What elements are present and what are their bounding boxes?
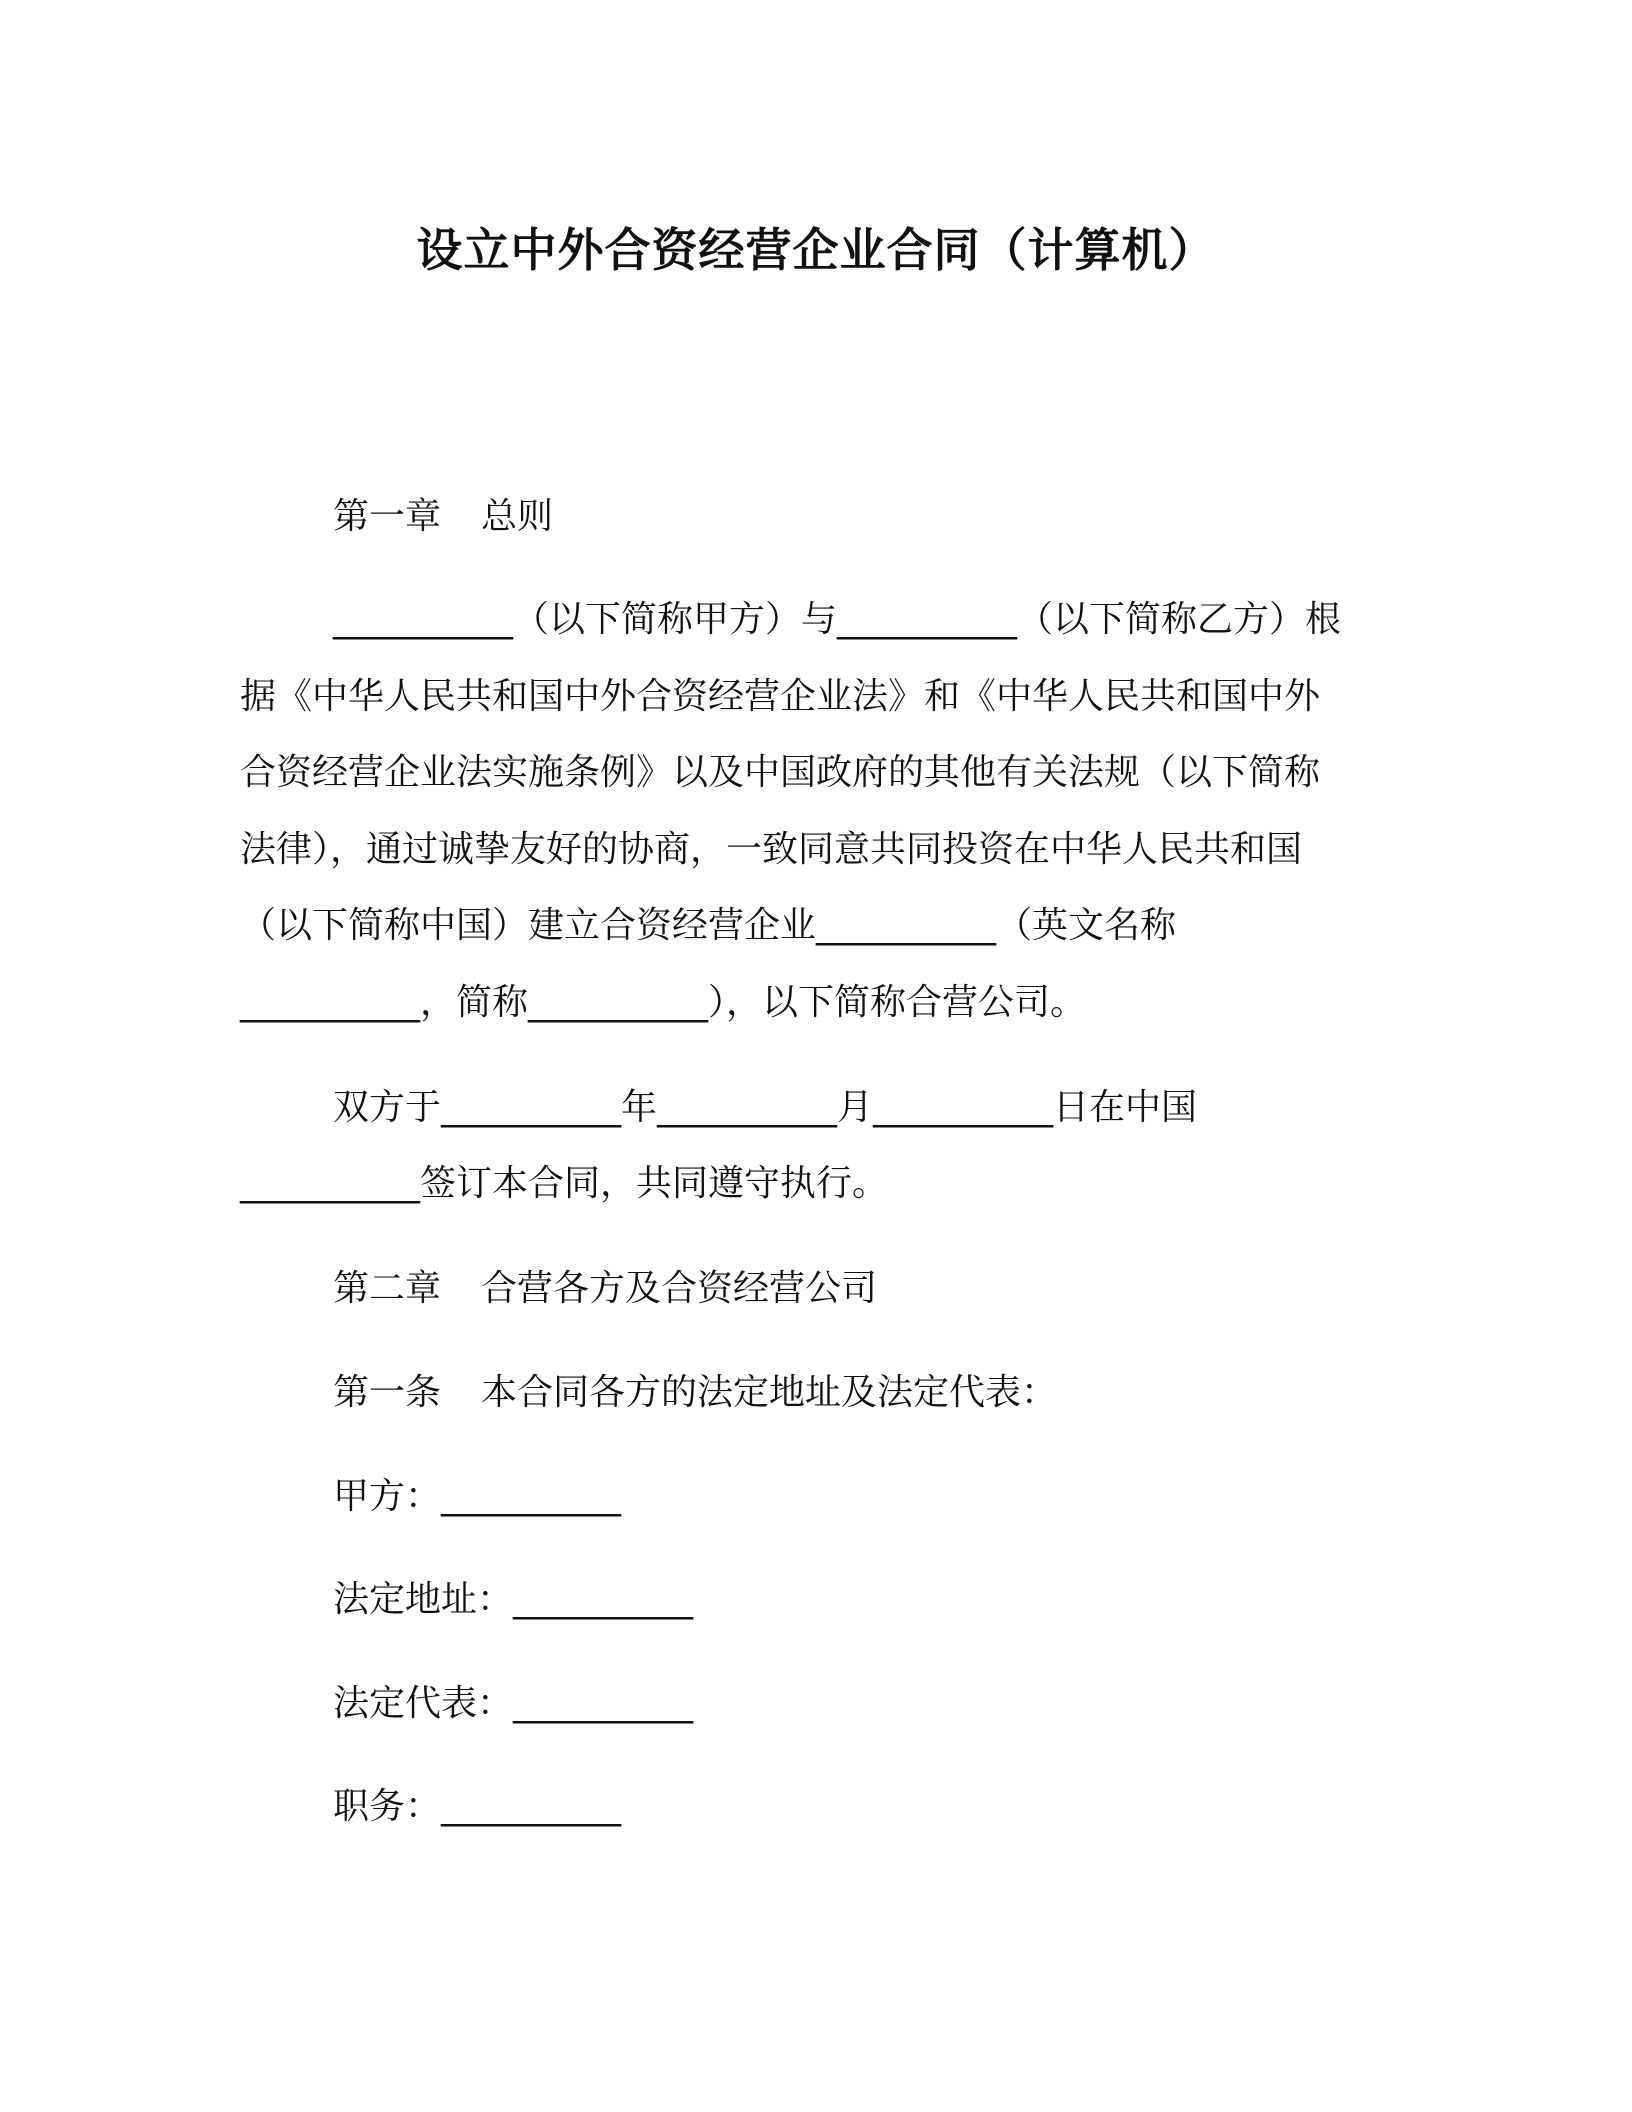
paragraph-line: （以下简称中国）建立合资经营企业__________（英文名称	[240, 905, 1177, 946]
paragraph-line: 据《中华人民共和国中外合资经营企业法》和《中华人民共和国中外	[240, 676, 1321, 717]
position-field: 职务：__________	[333, 1786, 622, 1827]
chapter-2-heading	[333, 1265, 877, 1313]
legal-address-field: 法定地址：__________	[333, 1579, 694, 1620]
chapter-1-title: 总则	[481, 496, 554, 537]
paragraph-line: 合资经营企业法实施条例》以及中国政府的其他有关法规（以下简称	[240, 752, 1321, 793]
legal-representative-field: 法定代表：__________	[333, 1683, 694, 1724]
paragraph-line: __________，简称__________），以下简称合营公司。	[240, 982, 1087, 1023]
chapter-2-title: 合营各方及合资经营公司	[481, 1268, 878, 1309]
paragraph-line: __________（以下简称甲方）与__________（以下简称乙方）根	[333, 599, 1342, 640]
paragraph-line: 法律），通过诚挚友好的协商，一致同意共同投资在中华人民共和国	[240, 829, 1303, 870]
article-1-text: 本合同各方的法定地址及法定代表：	[481, 1372, 1058, 1413]
chapter-1-number: 第一章	[333, 496, 442, 537]
paragraph-line: 双方于__________年__________月__________日在中国	[333, 1087, 1198, 1128]
article-1	[333, 1369, 1057, 1417]
document-title: 设立中外合资经营企业合同（计算机）	[416, 223, 1216, 277]
paragraph-line: __________签订本合同，共同遵守执行。	[240, 1163, 889, 1204]
chapter-2-number: 第二章	[333, 1268, 442, 1309]
article-1-number: 第一条	[333, 1372, 442, 1413]
chapter-1-heading	[333, 493, 553, 541]
party-a-field: 甲方：__________	[333, 1476, 622, 1517]
